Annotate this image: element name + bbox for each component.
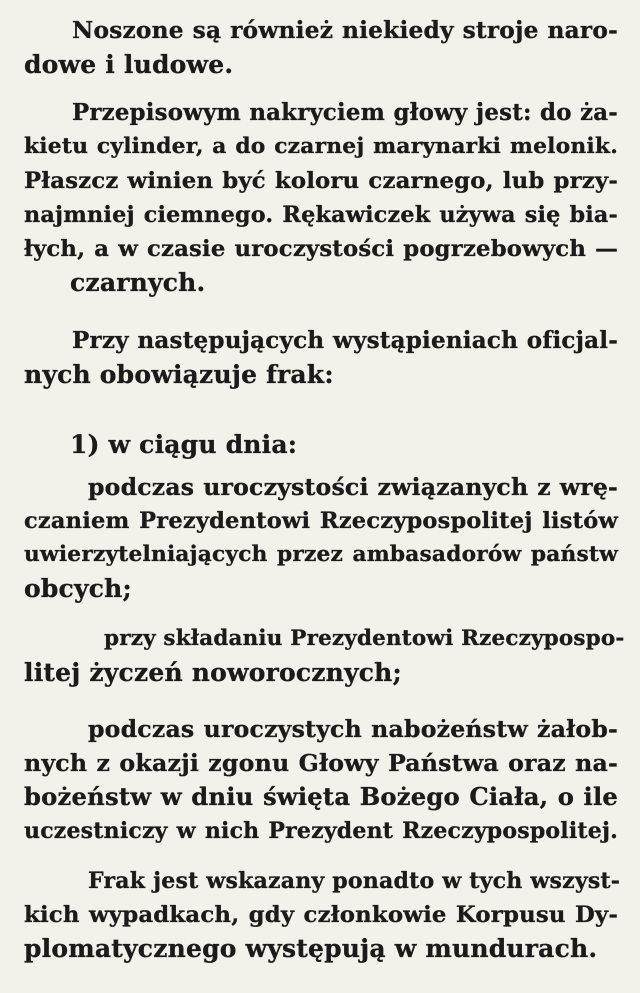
paragraph-tailcoat-recommendation (24, 864, 621, 966)
text-line: podczas uroczystości związanych z wrę- (88, 473, 618, 501)
text-line: Płaszcz winien być koloru czarnego, lub przy- (24, 168, 618, 194)
text-line: obcych; (24, 574, 132, 603)
text-line: czaniem Prezydentowi Rzeczypospolitej listów (24, 508, 618, 534)
text-line: czarnych. (70, 268, 206, 297)
list-heading-daytime (70, 428, 618, 462)
text-line: podczas uroczystych nabożeństw żałob- (88, 715, 618, 743)
item-new-year-wishes (24, 622, 625, 690)
text-line: Noszone są również niekiedy stroje naro- (72, 17, 618, 44)
paragraph-official-occasions (24, 324, 618, 392)
text-line: Frak jest wskazany ponadto w tych wszyst- (88, 868, 621, 894)
text-line: najmniej ciemnego. Rękawiczek używa się bia- (24, 202, 618, 228)
text-line: łych, a w czasie uroczystości pogrzebowych — (24, 236, 618, 262)
text-line: nych obowiązuje frak: (24, 360, 334, 389)
text-line: kietu cylinder, a do czarnej marynarki melonik. (24, 134, 618, 159)
text-line: uczestniczy w nich Prezydent Rzeczypospolitej. (24, 818, 618, 844)
text-line: 1) w ciągu dnia: (70, 430, 298, 459)
text-line: plomatycznego występują w mundurach. (24, 934, 598, 963)
item-mourning-services (24, 712, 618, 848)
text-line: nych z okazji zgonu Głowy Państwa oraz na- (24, 749, 618, 777)
text-line: bożeństw w dniu święta Bożego Ciała, o ile (24, 782, 618, 811)
text-line: kich wypadkach, gdy członkowie Korpusu Dy- (24, 902, 618, 928)
paragraph-national-costumes (24, 14, 618, 82)
text-line: litej życzeń noworocznych; (24, 658, 402, 687)
text-line: Przepisowym nakryciem głowy jest: do ża- (72, 100, 618, 126)
text-line: przy składaniu Prezydentowi Rzeczypospo- (104, 626, 625, 651)
item-credentials (24, 470, 618, 606)
text-line: Przy następujących wystąpieniach oficjal- (72, 327, 618, 354)
text-line: dowe i ludowe. (24, 50, 234, 79)
paragraph-headwear (24, 96, 618, 300)
text-line: uwierzytelniających przez ambasadorów państw (24, 542, 618, 567)
